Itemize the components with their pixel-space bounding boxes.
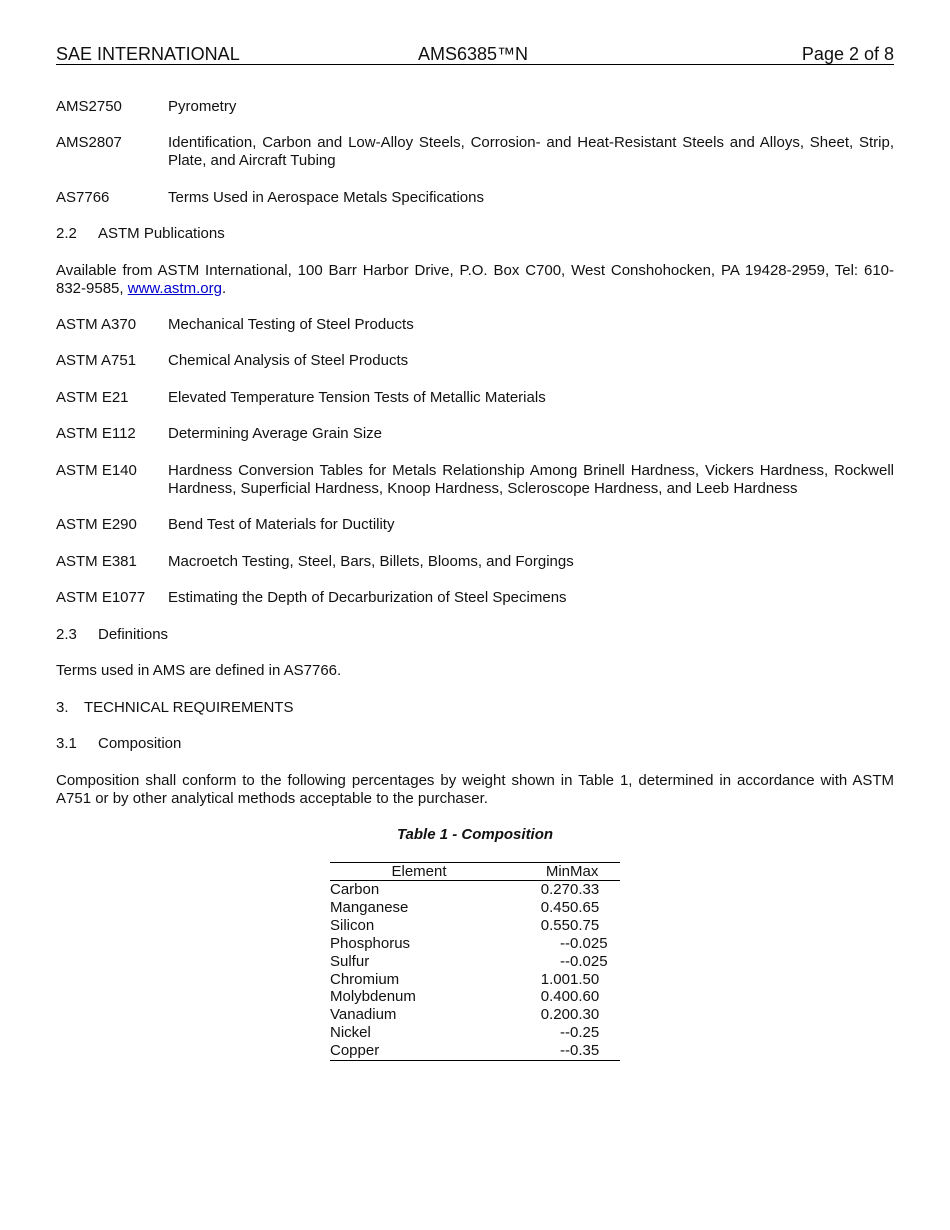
page-header	[56, 44, 894, 65]
element-cell: Sulfur	[330, 952, 370, 970]
reference-item	[56, 425, 894, 443]
element-cell: Nickel	[330, 1024, 371, 1042]
table-row	[330, 881, 620, 899]
element-cell: Molybdenum	[330, 988, 416, 1006]
section-title: ASTM Publications	[98, 225, 225, 242]
section-title: Composition	[98, 735, 182, 752]
astm-availability-end: .	[221, 280, 227, 297]
section-title: Definitions	[98, 626, 169, 643]
max-cell: 0.30	[570, 1006, 600, 1024]
max-cell: 0.25	[570, 1024, 600, 1042]
reference-code: ASTM E140	[56, 462, 137, 479]
max-cell: 0.025	[570, 952, 608, 970]
astm-availability-text: Available from ASTM International, 100 Barr Harbor Drive, P.O. Box C700, West Conshohocken, PA 19428-2959, Tel: 610-832-9585,	[56, 262, 894, 297]
reference-title: Mechanical Testing of Steel Products	[168, 316, 414, 333]
reference-title: Estimating the Depth of Decarburization of Steel Specimens	[168, 589, 567, 606]
reference-item	[56, 352, 894, 370]
element-cell: Manganese	[330, 898, 409, 916]
reference-item	[56, 189, 894, 207]
definitions-paragraph: Terms used in AMS are defined in AS7766.	[56, 662, 342, 679]
table-row	[330, 935, 620, 953]
table-row	[330, 953, 620, 971]
max-cell: 0.65	[570, 898, 600, 916]
min-cell: 0.45	[540, 898, 570, 916]
reference-item	[56, 316, 894, 334]
min-cell: 0.20	[540, 1006, 570, 1024]
max-cell: 0.60	[570, 988, 600, 1006]
element-cell: Silicon	[330, 916, 375, 934]
table-row	[330, 899, 620, 917]
section-number: 2.2	[56, 225, 77, 242]
reference-item	[56, 516, 894, 534]
min-cell: --	[560, 1042, 570, 1060]
composition-paragraph: Composition shall conform to the following percentages by weight shown in Table 1, determined in accordance with ASTM A751 or by other analytical methods acceptable to the purchaser.	[56, 772, 894, 807]
reference-item	[56, 389, 894, 407]
section-heading	[56, 735, 181, 753]
element-cell: Copper	[330, 1042, 380, 1060]
table-row	[330, 988, 620, 1006]
section-heading	[56, 699, 293, 717]
column-header-element: Element	[330, 863, 508, 881]
reference-code: AMS2807	[56, 134, 122, 151]
reference-item	[56, 98, 894, 116]
max-cell: 0.025	[570, 934, 608, 952]
min-cell: --	[560, 934, 570, 952]
reference-code: ASTM A370	[56, 316, 137, 333]
min-cell: --	[560, 1024, 570, 1042]
max-cell: 0.33	[570, 881, 600, 898]
astm-website-link[interactable]: www.astm.org	[127, 280, 222, 297]
reference-code: AMS2750	[56, 98, 122, 115]
min-cell: --	[560, 952, 570, 970]
reference-item	[56, 462, 894, 498]
header-page-number: Page 2 of 8	[801, 44, 894, 64]
max-cell: 1.50	[570, 970, 600, 988]
table-row	[330, 1042, 620, 1060]
reference-code: ASTM E21	[56, 389, 129, 406]
section-heading	[56, 626, 168, 644]
reference-title: Chemical Analysis of Steel Products	[168, 352, 409, 369]
min-cell: 0.27	[540, 881, 570, 898]
header-doc-number: AMS6385™N	[418, 44, 529, 64]
reference-title: Macroetch Testing, Steel, Bars, Billets, Blooms, and Forgings	[168, 553, 574, 570]
reference-title: Hardness Conversion Tables for Metals Relationship Among Brinell Hardness, Vickers Hardness, Rockwell Hardness, Superficial Hardness, Knoop Hardness, Scleroscope Hardness, and Leeb Hardness	[168, 462, 894, 497]
section-heading	[56, 225, 225, 243]
table-caption: Table 1 - Composition	[396, 826, 554, 843]
max-cell: 0.75	[570, 916, 600, 934]
section-number: 3.1	[56, 735, 77, 752]
section-title: TECHNICAL REQUIREMENTS	[84, 699, 294, 716]
max-cell: 0.35	[570, 1042, 600, 1060]
reference-title: Bend Test of Materials for Ductility	[168, 516, 395, 533]
reference-item	[56, 589, 894, 607]
table-row	[330, 1006, 620, 1024]
reference-code: ASTM A751	[56, 352, 137, 369]
reference-code: ASTM E1077	[56, 589, 146, 606]
reference-title: Determining Average Grain Size	[168, 425, 382, 442]
reference-code: ASTM E381	[56, 553, 137, 570]
section-number: 3.	[56, 699, 69, 716]
min-cell: 0.40	[540, 988, 570, 1006]
reference-code: AS7766	[56, 189, 110, 206]
header-org: SAE INTERNATIONAL	[56, 44, 240, 64]
element-cell: Chromium	[330, 970, 400, 988]
section-number: 2.3	[56, 626, 77, 643]
table-row	[330, 1024, 620, 1042]
reference-item	[56, 553, 894, 571]
table-row	[330, 971, 620, 989]
column-header-min: Min	[508, 863, 570, 881]
reference-code: ASTM E290	[56, 516, 137, 533]
element-cell: Carbon	[330, 881, 380, 898]
reference-title: Terms Used in Aerospace Metals Specifications	[168, 189, 484, 206]
reference-title: Elevated Temperature Tension Tests of Metallic Materials	[168, 389, 546, 406]
table-header-row	[330, 863, 620, 881]
reference-code: ASTM E112	[56, 425, 136, 442]
table-row	[330, 917, 620, 935]
reference-title: Pyrometry	[168, 98, 237, 115]
element-cell: Phosphorus	[330, 934, 411, 952]
min-cell: 0.55	[540, 916, 570, 934]
reference-item	[56, 134, 894, 170]
min-cell: 1.00	[540, 970, 570, 988]
element-cell: Vanadium	[330, 1006, 397, 1024]
column-header-max: Max	[570, 863, 620, 881]
reference-title: Identification, Carbon and Low-Alloy Steels, Corrosion- and Heat-Resistant Steels and Alloys, Sheet, Strip, Plate, and Aircraft Tubing	[168, 134, 894, 169]
composition-table	[330, 862, 620, 1061]
astm-availability-paragraph	[56, 262, 894, 298]
